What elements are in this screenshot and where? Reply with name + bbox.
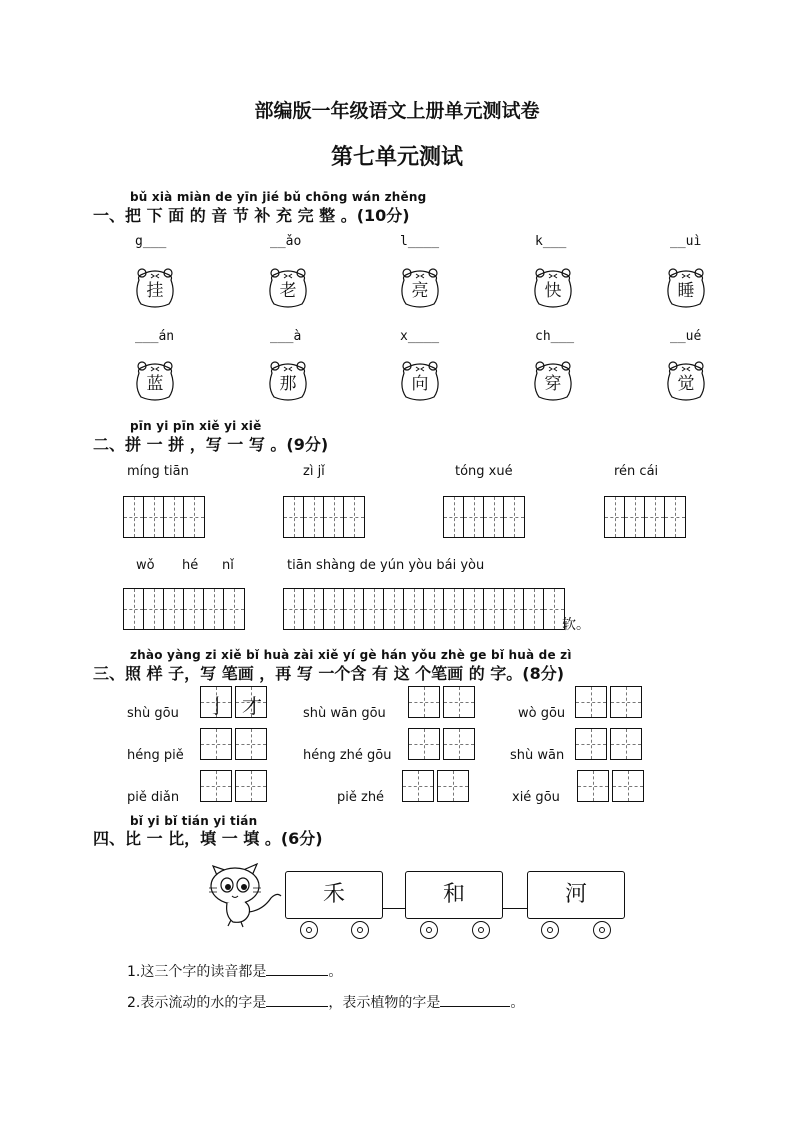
answer-box[interactable] — [437, 770, 469, 802]
question-2-end: 。 — [510, 995, 525, 1011]
answer-box[interactable] — [235, 770, 267, 802]
word-pinyin: hé — [182, 558, 199, 573]
word-pinyin: zì jǐ — [303, 464, 325, 479]
question-1-text: 1.这三个字的读音都是 — [127, 964, 267, 980]
syllable-blank[interactable]: __ǎo — [270, 234, 302, 249]
answer-box[interactable] — [200, 728, 232, 760]
wagon-coupler — [383, 908, 405, 909]
stroke-name: xié gōu — [512, 790, 560, 805]
word-pinyin: tóng xué — [455, 464, 513, 479]
wheel-icon — [541, 921, 559, 939]
wheel-icon — [420, 921, 438, 939]
answer-box[interactable] — [200, 770, 232, 802]
question-1-end: 。 — [328, 964, 343, 980]
hamster-char: 向 — [411, 374, 429, 394]
sentence-tail: 软。 — [562, 617, 590, 633]
writing-grid[interactable] — [123, 496, 205, 538]
stroke-name: shù wān gōu — [303, 706, 386, 721]
unit-title: 第七单元测试 — [330, 145, 463, 170]
syllable-blank[interactable]: g___ — [135, 234, 167, 249]
answer-box[interactable] — [610, 728, 642, 760]
example-stroke: 亅 — [207, 694, 227, 718]
example-char: 才 — [242, 694, 262, 718]
hamster-char: 穿 — [544, 374, 562, 394]
section4-heading: 四、比 一 比，填 一 填 。(6分) — [93, 829, 323, 848]
hamster-char: 睡 — [677, 281, 695, 301]
wagon-char: 河 — [564, 882, 587, 907]
syllable-blank[interactable]: ___án — [135, 329, 175, 344]
question-2-text-b: ，表示植物的字是 — [328, 995, 441, 1011]
word-pinyin: rén cái — [614, 464, 659, 479]
writing-grid[interactable] — [604, 496, 686, 538]
stroke-name: wò gōu — [518, 706, 566, 721]
word-pinyin: wǒ — [136, 558, 155, 573]
answer-blank[interactable] — [266, 963, 328, 976]
document-title: 部编版一年级语文上册单元测试卷 — [254, 100, 540, 122]
syllable-blank[interactable]: ch___ — [535, 329, 575, 344]
hamster-char: 那 — [279, 374, 297, 394]
section1-heading: 一、把 下 面 的 音 节 补 充 完 整 。(10分) — [93, 206, 410, 225]
answer-blank[interactable] — [266, 994, 328, 1007]
wheel-icon — [593, 921, 611, 939]
syllable-blank[interactable]: ___à — [270, 329, 302, 344]
train-wagon — [405, 871, 503, 919]
hamster-char: 觉 — [677, 374, 695, 394]
stroke-name: piě diǎn — [127, 790, 180, 805]
hamster-char: 挂 — [146, 281, 164, 301]
question-2-text-a: 2.表示流动的水的字是 — [127, 995, 267, 1011]
answer-box[interactable] — [610, 686, 642, 718]
hamster-char: 快 — [544, 281, 562, 301]
writing-grid[interactable] — [283, 496, 365, 538]
wheel-icon — [472, 921, 490, 939]
writing-grid[interactable] — [443, 496, 525, 538]
answer-box[interactable] — [575, 728, 607, 760]
writing-grid-long[interactable] — [283, 588, 565, 630]
word-pinyin: míng tiān — [127, 464, 189, 479]
question-1 — [127, 961, 342, 981]
answer-box[interactable] — [443, 728, 475, 760]
hamster-icon — [266, 266, 310, 310]
word-pinyin: nǐ — [222, 558, 234, 573]
answer-box[interactable] — [612, 770, 644, 802]
cat-illustration — [205, 858, 285, 928]
stroke-name: piě zhé — [337, 790, 385, 805]
wheel-icon — [351, 921, 369, 939]
section3-heading: 三、照 样 子，写 笔画 ，再 写 一个含 有 这 个笔画 的 字。(8分) — [93, 664, 565, 683]
stroke-name: héng zhé gōu — [303, 748, 392, 763]
syllable-blank[interactable]: __uì — [670, 234, 702, 249]
section1-pinyin: bǔ xià miàn de yīn jié bǔ chōng wán zhěng — [130, 190, 427, 204]
syllable-blank[interactable]: x____ — [400, 329, 440, 344]
section2-pinyin: pīn yi pīn xiě yi xiě — [130, 419, 262, 433]
hamster-icon — [531, 359, 575, 403]
hamster-icon — [531, 266, 575, 310]
syllable-blank[interactable]: __ué — [670, 329, 702, 344]
answer-box[interactable] — [235, 728, 267, 760]
hamster-char: 亮 — [411, 281, 429, 301]
train-wagon — [527, 871, 625, 919]
stroke-name: shù wān — [510, 748, 565, 763]
train-wagon — [285, 871, 383, 919]
wagon-char: 和 — [442, 882, 465, 907]
answer-box[interactable] — [402, 770, 434, 802]
example-char-box — [235, 686, 267, 718]
section2-heading: 二、拼 一 拼 ，写 一 写 。(9分) — [93, 435, 329, 454]
syllable-blank[interactable]: l____ — [400, 234, 440, 249]
hamster-char: 老 — [279, 281, 297, 301]
hamster-icon — [398, 359, 442, 403]
answer-box[interactable] — [443, 686, 475, 718]
answer-box[interactable] — [408, 728, 440, 760]
hamster-icon — [664, 266, 708, 310]
hamster-icon — [133, 359, 177, 403]
hamster-icon — [266, 359, 310, 403]
sentence-pinyin: tiān shàng de yún yòu bái yòu — [287, 558, 485, 573]
answer-box[interactable] — [575, 686, 607, 718]
hamster-icon — [133, 266, 177, 310]
stroke-name: héng piě — [127, 748, 184, 763]
wagon-char: 禾 — [322, 882, 345, 907]
question-2 — [127, 992, 524, 1012]
example-stroke-box — [200, 686, 232, 718]
syllable-blank[interactable]: k___ — [535, 234, 567, 249]
writing-grid[interactable] — [123, 588, 245, 630]
answer-box[interactable] — [408, 686, 440, 718]
wheel-icon — [300, 921, 318, 939]
hamster-icon — [664, 359, 708, 403]
hamster-char: 蓝 — [146, 374, 164, 394]
answer-blank[interactable] — [440, 994, 510, 1007]
stroke-name: shù gōu — [127, 706, 179, 721]
hamster-icon — [398, 266, 442, 310]
section3-pinyin: zhào yàng zi xiě bǐ huà zài xiě yí gè hán yǒu zhè ge bǐ huà de zì — [130, 648, 572, 662]
answer-box[interactable] — [577, 770, 609, 802]
section4-pinyin: bǐ yi bǐ tián yi tián — [130, 814, 258, 828]
wagon-coupler — [503, 908, 527, 909]
